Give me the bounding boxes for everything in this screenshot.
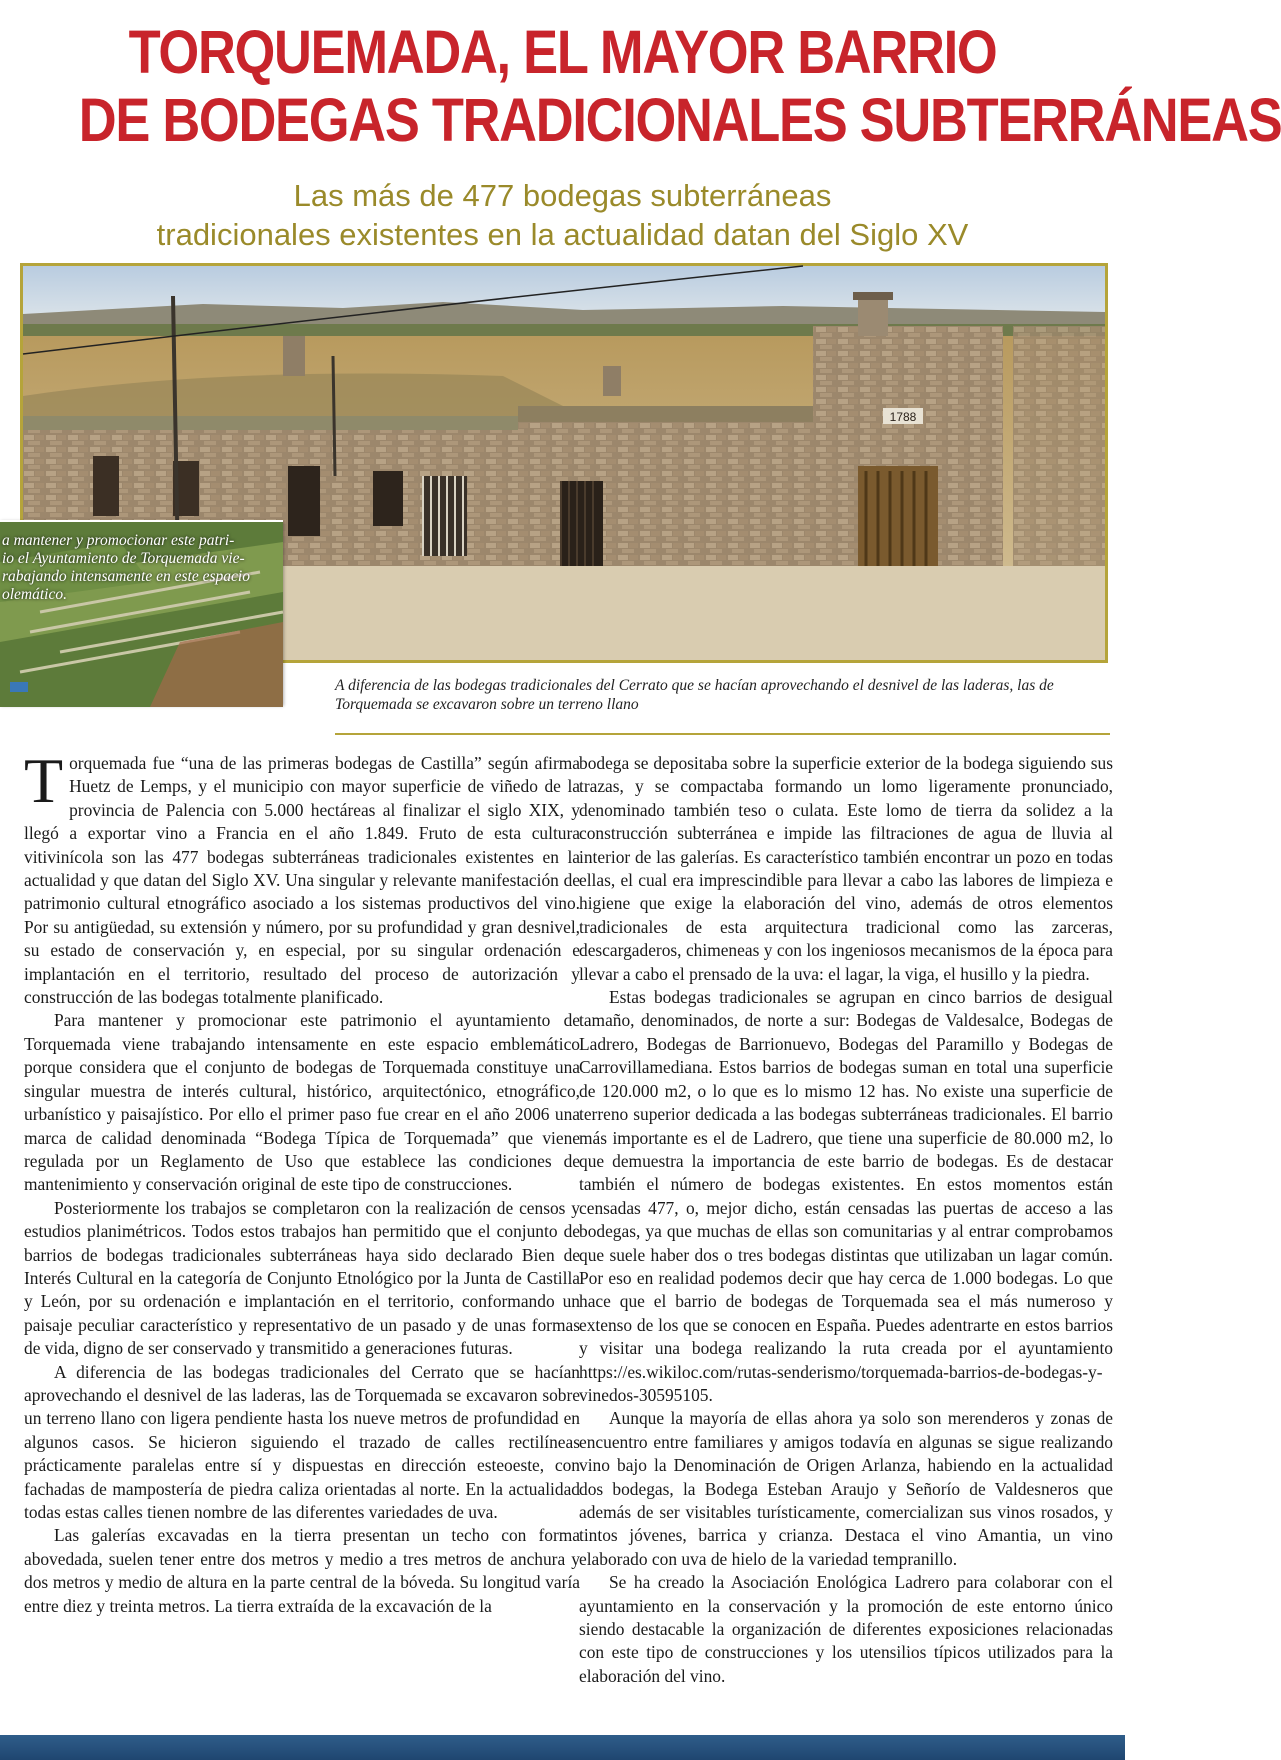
headline [78,18,1281,154]
article-paragraph: Para mantener y promocionar este patrimonio el ayuntamiento de Torquemada viene trabajando intensamente en este espacio emblemático porque considera que el conjunto de bodegas de Torquemada constituye una singular muestra de interés cultural, histórico, arquitectónico, etnográfico, urbanístico y paisajístico. Por ello el primer paso fue crear en el año 2006 una marca de calidad denominada “Bodega Típica de Torquemada” que viene regulada por un Reglamento de Uso que establece las condiciones de mantenimiento y conservación original de este tipo de construcciones. [24,1010,580,1195]
article-paragraph: Se ha creado la Asociación Enológica Ladrero para colaborar con el ayuntamiento en la conservación y la promoción de este entorno único siendo destacable la organización de diferentes exposiciones relacionadas con este tipo de construcciones y los utensilios típicos utilizados para la elaboración del vino. [579,1572,1113,1686]
article-paragraph: Aunque la mayoría de ellas ahora ya solo son merenderos y zonas de encuentro entre familiares y amigos todavía en algunas se sigue realizando vino bajo la Denominación de Origen Arlanza, habiendo en la actualidad dos bodegas, la Bodega Esteban Araujo y Señorío de Valdesneros que además de ser visitables turísticamente, comercializan sus vinos rosados, y tintos jóvenes, barrica y crianza. Destaca el vino Amantia, un vino elaborado con uva de hielo de la variedad tempranillo. [579,1408,1113,1569]
subtitle-line-1: Las más de 477 bodegas subterráneas [293,178,832,213]
bottom-bar [0,1735,1125,1760]
caption-divider [335,733,1110,735]
inset-photo [0,520,283,705]
photo-caption [335,676,1115,714]
inset-caption-line: olemático. [2,586,67,603]
article-paragraph: A diferencia de las bodegas tradicionales del Cerrato que se hacían aprovechando el desnivel de las laderas, las de Torquemada se excavaron sobre un terreno llano con ligera pendiente hasta los nueve metros de profundidad en algunos casos. Se hicieron siguiendo el trazado de calles rectilíneas prácticamente paralelas entre sí y dispuestas en dirección esteoeste, con fachadas de mampostería de piedra caliza orientadas al norte. En la actualidad todas estas calles tienen nombre de las diferentes variedades de uva. [24,1361,580,1522]
headline-bold: TORQUEMADA [128,18,497,86]
inset-caption-line: rabajando intensamente en este espacio [2,568,250,585]
headline-line-2: DE BODEGAS TRADICIONALES SUBTERRÁNEAS [78,86,1281,154]
photo-caption-line-2: Torquemada se excavaron sobre un terreno llano [335,696,639,713]
door-number-plate: 1788 [889,410,917,424]
drop-cap: T [24,745,64,816]
article-column-left [24,745,580,1618]
subtitle [0,176,1125,254]
headline-line-1-rest: , EL MAYOR BARRIO [496,18,997,86]
inset-caption [2,532,277,604]
article-paragraph: Posteriormente los trabajos se completaron con la realización de censos y estudios planimétricos. Todos estos trabajos han permitido que el conjunto de barrios de bodegas tradicionales subterráneas haya sido declarado Bien de Interés Cultural en la categoría de Conjunto Etnológico por la Junta de Castilla y León, por su ordenación e implantación en el territorio, conformando un paisaje peculiar característico y representativo de un pasado y de unas formas de vida, digno de ser conservado y transmitido a generaciones futuras. [24,1197,580,1359]
article-paragraph: Las galerías excavadas en la tierra presentan un techo con forma abovedada, suelen tener entre dos metros y medio a tres metros de anchura y dos metros y medio de altura en la parte central de la bóveda. Su longitud varía entre diez y treinta metros. La tierra extraída de la excavación de la [24,1525,580,1616]
article-paragraph: Estas bodegas tradicionales se agrupan en cinco barrios de desigual tamaño, denominados, de norte a sur: Bodegas de Valdesalce, Bodegas de Ladrero, Bodegas de Barrionuevo, Bodegas del Paramillo y Bodegas de Carrovillamediana. Estos barrios de bodegas suman en total una superficie de 120.000 m2, o lo que es lo mismo 12 has. No existe una superficie de terreno superior dedicada a las bodegas subterráneas tradicionales. El barrio más importante es el de Ladrero, que tiene una superficie de 80.000 m2, lo que demuestra la importancia de este barrio de bodegas. Es de destacar también el número de bodegas existentes. En estos momentos están censadas 477, o, mejor dicho, están censadas las puertas de acceso a las bodegas, ya que muchas de ellas son comunitarias y al entrar comprobamos que suele haber dos o tres bodegas distintas que utilizaban un lagar común. Por eso en realidad podemos decir que hay cerca de 1.000 bodegas. Lo que hace que el barrio de bodegas de Torquemada sea el más numeroso y extenso de los que se conocen en España. Puedes adentrarte en estos barrios y visitar una bodega realizando la ruta creada por el ayuntamiento https://es.wikiloc.com/rutas-senderismo/torquemada-barrios-de-bodegas-y-vinedos-30595105. [579,987,1113,1405]
article-paragraph-text: orquemada fue “una de las primeras bodegas de Castilla” según afirma Huetz de Lemps, y el municipio con mayor superficie de viñedo de la provincia de Palencia con 5.000 hectáreas al finalizar el siglo XIX, y llegó a exportar vino a Francia en el año 1.849. Fruto de esta cultura vitivinícola son las 477 bodegas subterráneas tradicionales existentes en la actualidad y que datan del Siglo XV. Una singular y relevante manifestación de patrimonio cultural etnográfico asociado a los sistemas productivos del vino. Por su antigüedad, su extensión y número, por su profundidad y gran desnivel, su estado de conservación y, en especial, por su singular ordenación e implantación en el territorio, resultado del proceso de autorización y construcción de las bodegas totalmente planificado. [24,753,580,1008]
subtitle-line-2: tradicionales existentes en la actualidad datan del Siglo XV [156,217,969,252]
headline-line-1 [79,18,1047,86]
article-paragraph: bodega se depositaba sobre la superficie exterior de la bodega siguiendo sus trazas, y se compactaba formando un lomo ligeramente pronunciado, denominado también teso o culata. Este lomo de tierra da solidez a la construcción subterránea e impide las filtraciones de agua de lluvia al interior de las galerías. Es característico también encontrar un pozo en todas ellas, el cual era imprescindible para llevar a cabo las labores de limpieza e higiene que exige la elaboración del vino, además de otros elementos tradicionales de esta arquitectura tradicional como las zarceras, descargaderos, chimeneas y con los ingeniosos mecanismos de la época para llevar a cabo el prensado de la uva: el lagar, la viga, el husillo y la piedra. [579,753,1113,984]
article-paragraph [24,745,580,1009]
photo-caption-line-1: A diferencia de las bodegas tradicionales del Cerrato que se hacían aprovechando el desnivel de las laderas, las de [335,677,1054,694]
inset-caption-line: a mantener y promocionar este patri- [2,532,235,549]
article-column-right [579,752,1113,1688]
inset-caption-line: io el Ayuntamiento de Torquemada vie- [2,550,245,567]
